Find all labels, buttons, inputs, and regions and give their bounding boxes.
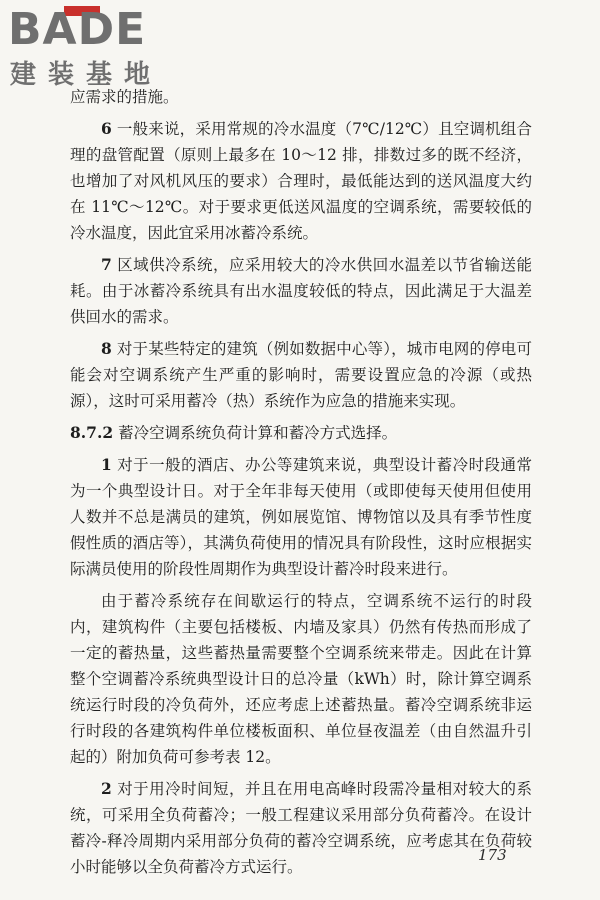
- paragraph-text: 对于某些特定的建筑（例如数据中心等），城市电网的停电可能会对空调系统产生严重的影响时，需要设置应急的冷源（或热源），这时可采用蓄冷（热）系统作为应急的措施来实现。: [70, 340, 532, 410]
- watermark-logo: [8, 6, 178, 96]
- paragraph-text: 一般来说，采用常规的冷水温度（7℃/12℃）且空调机组合理的盘管配置（原则上最多在 10～12 排，排数过多的既不经济，也增加了对风机风压的要求）合理时，最低能达到的送风温度大约在 11℃～12℃。对于要求更低送风温度的空调系统，需要较低的冷水温度，因此宜采用冰蓄冷系统。: [70, 120, 532, 242]
- item-number: 6: [101, 119, 112, 138]
- item-number: 8: [101, 339, 112, 358]
- section-number: 8.7.2: [70, 423, 114, 442]
- paragraph-text: 区域供冷系统，应采用较大的冷水供回水温差以节省输送能耗。由于冰蓄冷系统具有出水温度较低的特点，因此满足于大温差供回水的需求。: [70, 256, 532, 326]
- paragraph-item-6: [70, 116, 532, 246]
- item-number: 7: [101, 255, 112, 274]
- item-number: 2: [101, 779, 112, 798]
- paragraph-item-2: [70, 776, 532, 880]
- logo-subtitle: 建装基地: [10, 60, 163, 90]
- paragraph-text: 由于蓄冷系统存在间歇运行的特点，空调系统不运行的时段内，建筑构件（主要包括楼板、内墙及家具）仍然有传热而形成了一定的蓄热量，这些蓄热量需要整个空调系统来带走。因此在计算整个空调蓄冷系统典型设计日的总冷量（kWh）时，除计算空调系统运行时段的冷负荷外，还应考虑上述蓄热量。蓄冷空调系统非运行时段的各建筑构件单位楼板面积、单位昼夜温差（由自然温升引起的）附加负荷可参考表 12。: [70, 592, 532, 766]
- section-title: 蓄冷空调系统负荷计算和蓄冷方式选择。: [118, 424, 398, 442]
- paragraph-item-7: [70, 252, 532, 330]
- section-heading-8-7-2: [70, 420, 532, 446]
- logo-brand-text: BADE: [8, 4, 147, 55]
- paragraph-text: 对于用冷时间短，并且在用电高峰时段需冷量相对较大的系统，可采用全负荷蓄冷；一般工程建议采用部分负荷蓄冷。在设计蓄冷-释冷周期内采用部分负荷的蓄冷空调系统，应考虑其在负荷较小时能够以全负荷蓄冷方式运行。: [70, 780, 532, 876]
- paragraph-plain: [70, 588, 532, 770]
- page-number: 173: [478, 846, 507, 864]
- item-number: 1: [101, 455, 112, 474]
- paragraph-text: 对于一般的酒店、办公等建筑来说，典型设计蓄冷时段通常为一个典型设计日。对于全年非每天使用（或即使每天使用但使用人数并不总是满员的建筑，例如展览馆、博物馆以及具有季节性度假性质的酒店等），其满负荷使用的情况具有阶段性，这时应根据实际满员使用的阶段性周期作为典型设计蓄冷时段来进行。: [70, 456, 532, 578]
- paragraph-continued: [70, 84, 532, 110]
- paragraph-item-8: [70, 336, 532, 414]
- paragraph-item-1: [70, 452, 532, 582]
- document-body: [70, 84, 532, 886]
- paragraph-text: 应需求的措施。: [70, 88, 179, 106]
